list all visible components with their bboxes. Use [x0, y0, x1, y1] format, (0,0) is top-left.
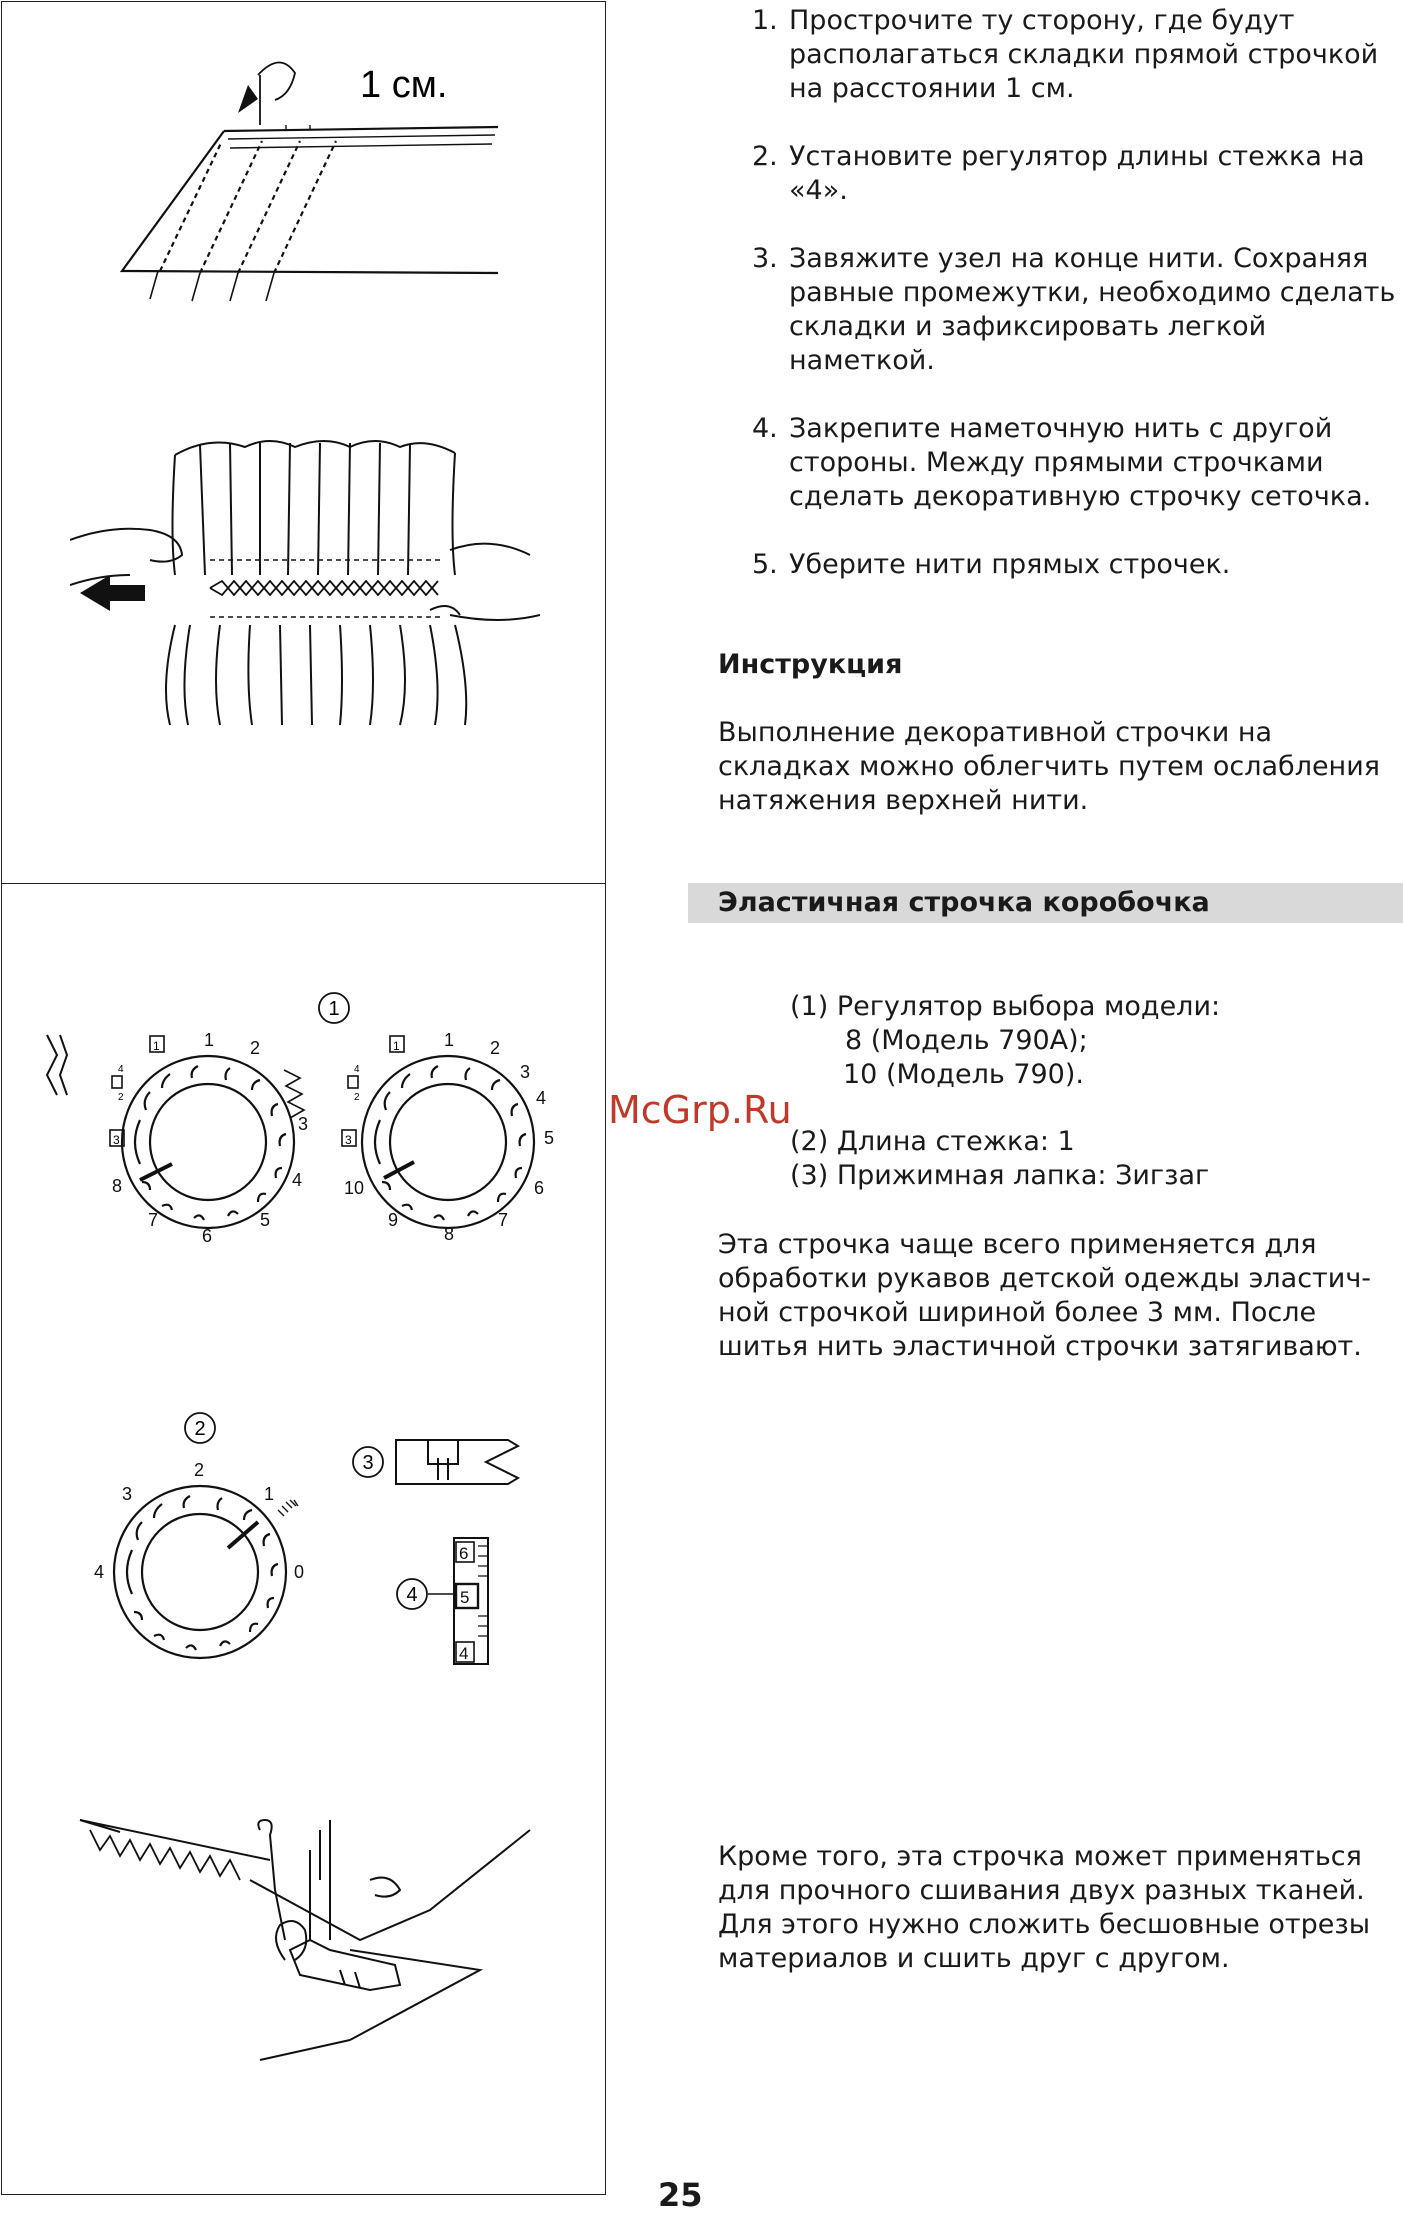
- svg-text:3: 3: [520, 1062, 531, 1082]
- svg-text:4: 4: [536, 1088, 547, 1108]
- step-item: 1. Прострочите ту сторону, где будут располагаться складки прямой строчкой на расстоянии 1 см.: [752, 5, 1379, 104]
- svg-text:1: 1: [393, 1039, 400, 1053]
- svg-text:3: 3: [122, 1484, 133, 1504]
- fabric-stitch-figure: [110, 55, 510, 315]
- section-paragraph-2: Кроме того, эта строчка может применяться для прочного сшивания двух разных тканей. Для этого нужно сложить бесшовные отрезы материалов и сшить друг с другом.: [718, 1841, 1371, 1974]
- svg-text:6: 6: [202, 1226, 213, 1246]
- settings-line-3: 10 (Модель 790).: [843, 1059, 1084, 1090]
- stitch-length-dial: [88, 1460, 328, 1680]
- svg-text:4: 4: [354, 1064, 360, 1075]
- svg-text:2: 2: [354, 1092, 360, 1103]
- callout-2: [182, 1410, 218, 1446]
- settings-line-4: (2) Длина стежка: 1: [790, 1126, 1075, 1157]
- svg-text:2: 2: [194, 1418, 206, 1440]
- settings-line-2: 8 (Модель 790А);: [845, 1025, 1088, 1056]
- frame-divider: [1, 883, 606, 884]
- svg-text:10: 10: [344, 1178, 365, 1198]
- svg-text:7: 7: [498, 1210, 509, 1230]
- svg-text:1: 1: [153, 1039, 160, 1053]
- svg-text:3: 3: [345, 1133, 352, 1147]
- tension-gauge-figure: [392, 1530, 512, 1670]
- svg-text:4: 4: [459, 1644, 469, 1663]
- svg-text:2: 2: [250, 1038, 261, 1058]
- zigzag-foot-figure: [348, 1430, 528, 1500]
- svg-text:9: 9: [388, 1210, 399, 1230]
- svg-text:8: 8: [112, 1176, 123, 1196]
- svg-text:0: 0: [294, 1562, 305, 1582]
- pattern-dial-790: [340, 1030, 580, 1260]
- svg-text:8: 8: [444, 1224, 455, 1244]
- svg-text:1: 1: [264, 1484, 275, 1504]
- instruction-title: Инструкция: [718, 649, 903, 680]
- svg-text:3: 3: [298, 1114, 309, 1134]
- svg-text:5: 5: [460, 1588, 470, 1607]
- arrow-icon: [238, 85, 258, 113]
- step-item: 2. Установите регулятор длины стежка на «4».: [752, 141, 1365, 206]
- steps-list: [752, 4, 1402, 616]
- callout-1: [316, 990, 352, 1026]
- svg-text:3: 3: [362, 1452, 374, 1474]
- svg-text:1: 1: [444, 1030, 455, 1050]
- settings-line-1: (1) Регулятор выбора модели:: [790, 991, 1221, 1022]
- svg-text:5: 5: [544, 1128, 555, 1148]
- step-item: 5. Уберите нити прямых строчек.: [752, 549, 1231, 580]
- svg-text:4: 4: [292, 1170, 303, 1190]
- settings-line-5: (3) Прижимная лапка: Зигзаг: [790, 1160, 1210, 1191]
- svg-text:1: 1: [328, 998, 340, 1020]
- svg-text:2: 2: [194, 1460, 205, 1480]
- svg-text:1: 1: [204, 1030, 215, 1050]
- svg-text:5: 5: [260, 1210, 271, 1230]
- svg-text:6: 6: [534, 1178, 545, 1198]
- step-item: 3. Завяжите узел на конце нити. Сохраняя равные промежутки, необходимо сделать складки и зафиксировать легкой наметкой.: [752, 243, 1396, 376]
- svg-text:2: 2: [118, 1092, 124, 1103]
- pleats-figure: [70, 425, 540, 755]
- section-title-bar: [688, 883, 1403, 923]
- sewing-presser-foot-figure: [70, 1800, 540, 2140]
- section-paragraph-1: Эта строчка чаще всего применяется для обработки рукавов детской одежды эластич-ной строчкой шириной более 3 мм. После шитья нить эластичной строчки затягивают.: [718, 1229, 1372, 1362]
- svg-text:3: 3: [113, 1133, 120, 1147]
- page-number: 25: [658, 2176, 703, 2214]
- step-item: 4. Закрепите наметочную нить с другой стороны. Между прямыми строчками сделать декоративную строчку сеточка.: [752, 413, 1372, 512]
- section-title: Эластичная строчка коробочка: [718, 887, 1210, 918]
- svg-text:6: 6: [459, 1544, 469, 1563]
- pattern-dial-790a: [100, 1030, 320, 1260]
- svg-text:7: 7: [148, 1210, 159, 1230]
- stitch-pattern-icon: [42, 1030, 72, 1110]
- instruction-text: Выполнение декоративной строчки на складках можно облегчить путем ослабления натяжения верхней нити.: [718, 717, 1381, 816]
- measure-label: 1 см.: [360, 64, 448, 106]
- svg-text:4: 4: [94, 1562, 105, 1582]
- watermark: McGrp.Ru: [608, 1088, 792, 1132]
- svg-text:2: 2: [490, 1038, 501, 1058]
- svg-text:4: 4: [406, 1584, 418, 1606]
- svg-text:4: 4: [118, 1064, 124, 1075]
